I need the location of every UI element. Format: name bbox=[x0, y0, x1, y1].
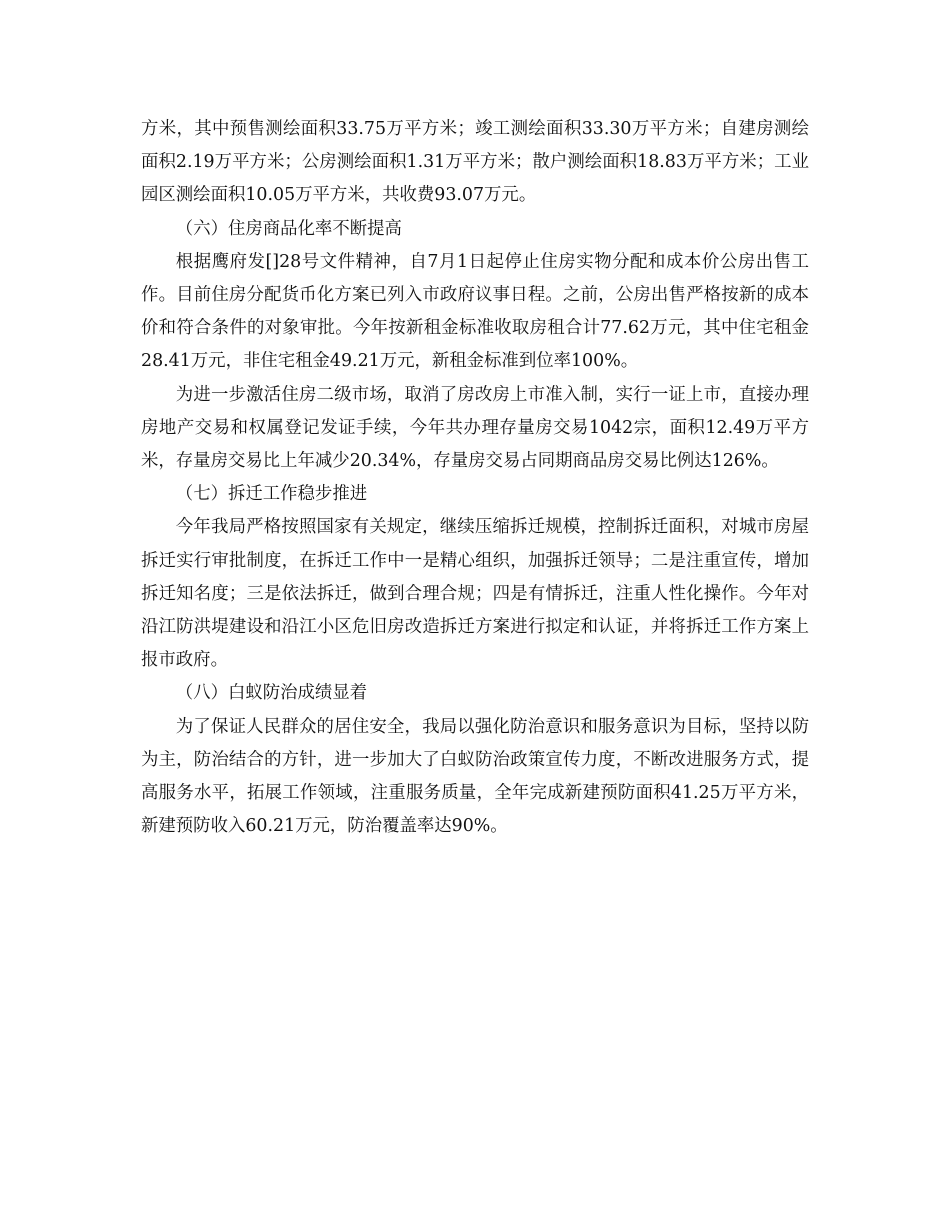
document-body bbox=[141, 113, 809, 843]
section-heading-eight: （八）白蚁防治成绩显着 bbox=[175, 683, 368, 704]
paragraph-secondary-market: 为进一步激活住房二级市场，取消了房改房上市准入制，实行一证上市，直接办理房地产交易和权属登记发证手续，今年共办理存量房交易1042宗，面积12.49万平方米，存量房交易比上年减少20.34%，存量房交易占同期商品房交易比例达126%。 bbox=[141, 384, 809, 472]
paragraph-surveying-fees: 方米，其中预售测绘面积33.75万平方米；竣工测绘面积33.30万平方米；自建房测绘面积2.19万平方米；公房测绘面积1.31万平方米；散户测绘面积18.83万平方米；工业园区测绘面积10.05万平方米，共收费93.07万元。 bbox=[141, 119, 809, 206]
paragraph-housing-allocation: 根据鹰府发[]28号文件精神，自7月1日起停止住房实物分配和成本价公房出售工作。目前住房分配货币化方案已列入市政府议事日程。之前，公房出售严格按新的成本价和符合条件的对象审批。今年按新租金标准收取房租合计77.62万元，其中住宅租金28.41万元，非住宅租金49.21万元，新租金标准到位率100%。 bbox=[141, 251, 809, 372]
section-heading-seven: （七）拆迁工作稳步推进 bbox=[175, 484, 368, 505]
section-heading-six: （六）住房商品化率不断提高 bbox=[175, 218, 402, 239]
paragraph-termite-control: 为了保证人民群众的居住安全，我局以强化防治意识和服务意识为目标，坚持以防为主，防治结合的方针，进一步加大了白蚁防治政策宣传力度，不断改进服务方式，提高服务水平，拓展工作领域，注重服务质量，全年完成新建预防面积41.25万平方米，新建预防收入60.21万元，防治覆盖率达90%。 bbox=[141, 716, 809, 837]
paragraph-demolition: 今年我局严格按照国家有关规定，继续压缩拆迁规模，控制拆迁面积，对城市房屋拆迁实行审批制度，在拆迁工作中一是精心组织，加强拆迁领导；二是注重宣传，增加拆迁知名度；三是依法拆迁，做到合理合规；四是有情拆迁，注重人性化操作。今年对沿江防洪堤建设和沿江小区危旧房改造拆迁方案进行拟定和认证，并将拆迁工作方案上报市政府。 bbox=[141, 517, 809, 671]
